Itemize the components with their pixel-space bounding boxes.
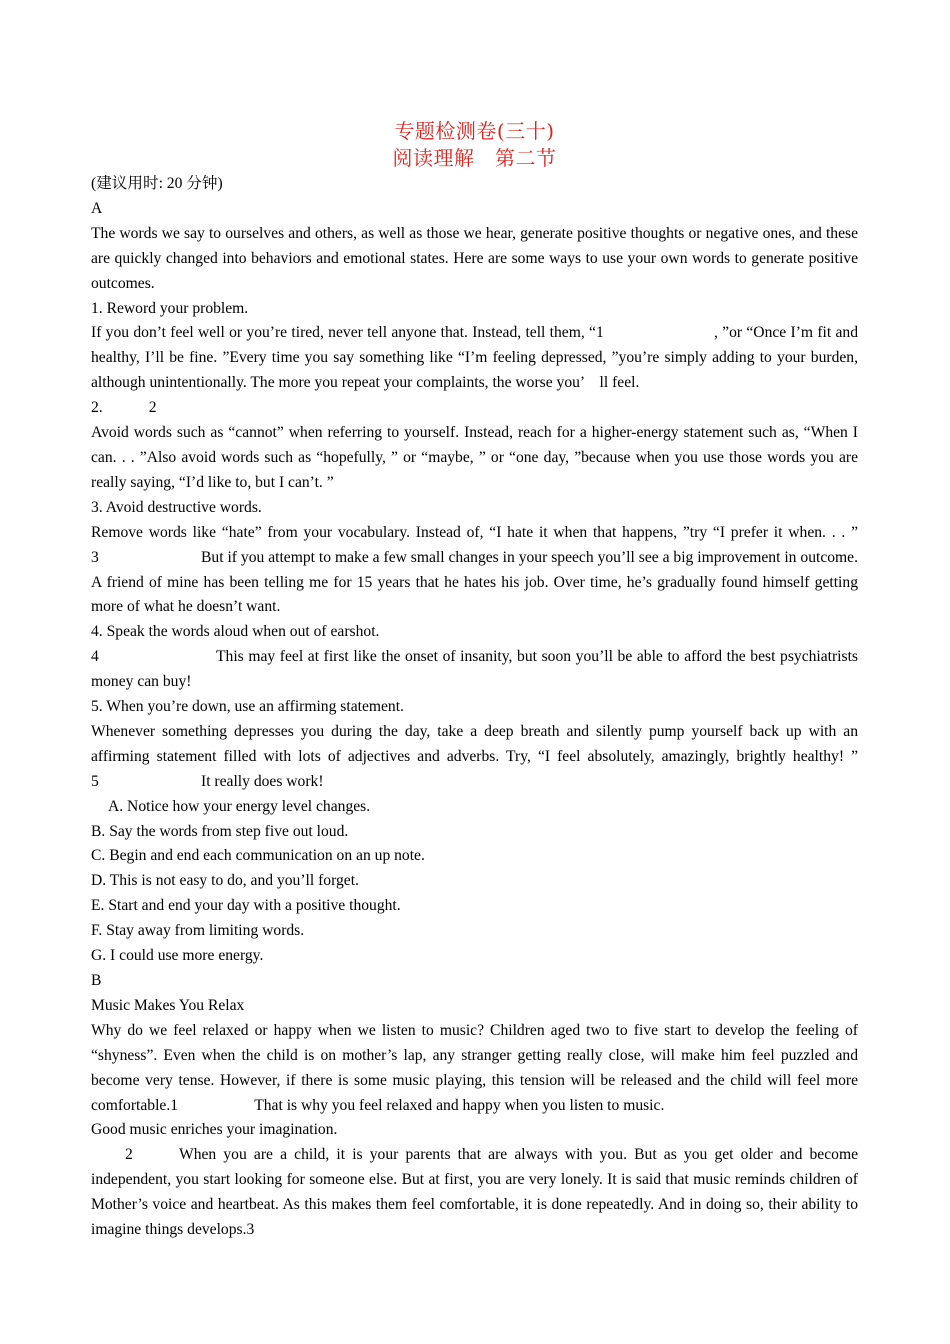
- option-d: D. This is not easy to do, and you’ll forget.: [91, 872, 359, 890]
- paragraph-4-text: This may feel at first like the onset of insanity, but soon you’ll be able to afford the best psychiatrists money can buy!: [91, 648, 858, 691]
- passage-b-paragraph-2: [91, 1143, 858, 1243]
- passage-b-label: B: [91, 972, 102, 989]
- passage-b-title: Music Makes You Relax: [91, 996, 245, 1014]
- passage-b-paragraph-1-after: That is why you feel relaxed and happy when you listen to music.: [254, 1096, 665, 1114]
- paragraph-1-text-after: , ”or “Once I’m fit and healthy, I’ll be fine. ”Every time you say something like “I’m feeling depressed, ”you’re simply adding to your burden, although unintentionally. The more you repeat your complaints, the worse you’ ll feel.: [91, 324, 858, 392]
- option-f: F. Stay away from limiting words.: [91, 922, 305, 940]
- blank-a5: 5: [91, 772, 99, 790]
- time-note: (建议用时: 20 分钟): [91, 175, 223, 192]
- blank-a4: 4: [91, 648, 99, 666]
- paragraph-3-text-before: Remove words like “hate” from your vocabulary. Instead of, “I hate it when that happens, ”try “I prefer it when. . . ”: [91, 523, 858, 541]
- blank-b3: 3: [246, 1221, 255, 1239]
- paragraph-3: [91, 521, 858, 621]
- passage-b-paragraph-1: [91, 1019, 858, 1119]
- title-line-1: 专题检测卷(三十): [394, 119, 555, 143]
- blank-a2: 2: [148, 399, 157, 417]
- passage-b-paragraph-2-text: When you are a child, it is your parents that are always with you. But as you get older and become independent, you start looking for someone else. But at first, you are very lonely. It is said that music reminds children of Mother’s voice and heartbeat. As this makes them feel comfortable, it is done repeatedly. And in doing so, their ability to imagine things develops.: [91, 1146, 858, 1239]
- paragraph-3-text-after: But if you attempt to make a few small changes in your speech you’ll see a big improvement in outcome. A friend of mine has been telling me for 15 years that he hates his job. Over time, he’s gradually found himself getting more of what he doesn’t want.: [91, 548, 858, 616]
- blank-b2: 2: [125, 1146, 133, 1164]
- paragraph-2: Avoid words such as “cannot” when referring to yourself. Instead, reach for a higher-energy statement such as, “When I can. . . ”Also avoid words such as “hopefully, ” or “maybe, ” or “one day, ”because when you use those words you are really saying, “I’d like to, but I can’t. ”: [91, 424, 858, 491]
- blank-a1: 1: [595, 324, 604, 342]
- passage-a-intro: The words we say to ourselves and others, as well as those we hear, generate positive thoughts or negative ones, and these are quickly changed into behaviors and emotional states. Here are some ways to use your own words to generate positive outcomes.: [91, 224, 858, 292]
- title-line-2: 阅读理解 第二节: [392, 146, 557, 170]
- passage-a-label: A: [91, 199, 103, 217]
- heading-4: 4. Speak the words aloud when out of earshot.: [91, 623, 380, 641]
- worksheet-title: [91, 118, 858, 172]
- option-g: G. I could use more energy.: [91, 947, 264, 965]
- heading-2: [91, 396, 858, 421]
- blank-a3: 3: [91, 548, 99, 566]
- paragraph-1-text-before: If you don’t feel well or you’re tired, never tell anyone that. Instead, tell them, “: [91, 324, 596, 342]
- paragraph-5: [91, 720, 858, 795]
- worksheet-page: [91, 118, 858, 1243]
- heading-2-number: 2.: [91, 399, 103, 417]
- option-e: E. Start and end your day with a positive thought.: [91, 897, 401, 915]
- blank-b1: 1: [170, 1096, 179, 1114]
- passage-b-heading-2: Good music enriches your imagination.: [91, 1121, 338, 1139]
- heading-3: 3. Avoid destructive words.: [91, 498, 262, 516]
- options-list: [91, 795, 858, 969]
- option-b: B. Say the words from step five out loud.: [91, 822, 349, 840]
- option-c: C. Begin and end each communication on an up note.: [91, 847, 425, 865]
- option-a: A. Notice how your energy level changes.: [108, 797, 371, 815]
- paragraph-5-text-before: Whenever something depresses you during the day, take a deep breath and silently pump yourself back up with an affirming statement filled with lots of adjectives and adverbs. Try, “I feel absolutely, amazingly, brightly healthy! ”: [91, 722, 858, 765]
- passage-b-paragraph-1-before: Why do we feel relaxed or happy when we listen to music? Children aged two to five start to develop the feeling of “shyness”. Even when the child is on mother’s lap, any stranger getting really close, will make him feel puzzled and become very tense. However, if there is some music playing, this tension will be released and the child will feel more comfortable.: [91, 1021, 858, 1114]
- heading-5: 5. When you’re down, use an affirming statement.: [91, 698, 404, 716]
- heading-1: 1. Reword your problem.: [91, 299, 249, 317]
- paragraph-4: [91, 645, 858, 695]
- paragraph-5-text-after: It really does work!: [201, 772, 324, 790]
- paragraph-1: [91, 321, 858, 396]
